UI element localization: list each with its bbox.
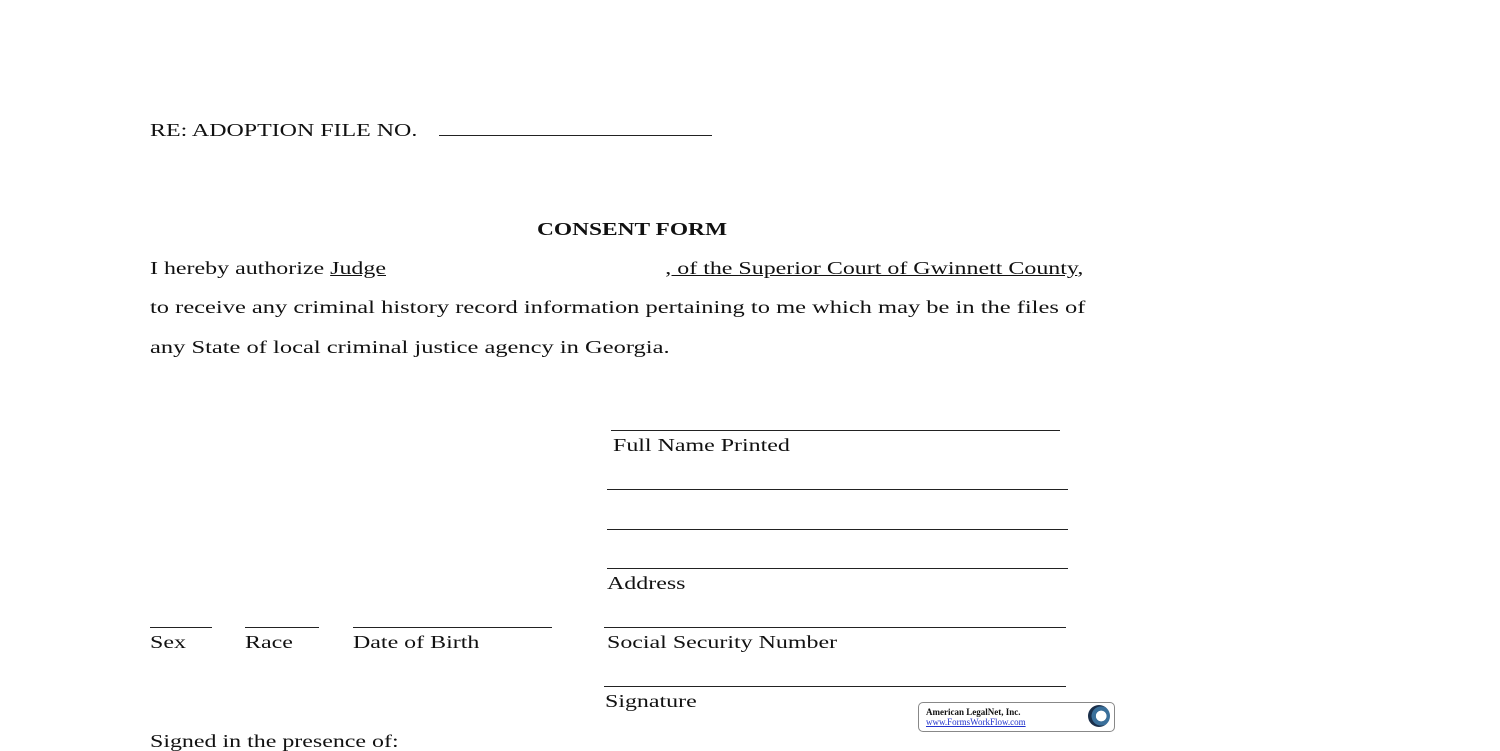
signature-line[interactable]: [604, 686, 1066, 687]
comma: ,: [1077, 258, 1084, 278]
address-line-2[interactable]: [607, 529, 1068, 530]
sex-label: Sex: [150, 632, 186, 652]
form-title: CONSENT FORM: [537, 219, 728, 239]
ssn-label: Social Security Number: [607, 632, 838, 652]
race-line[interactable]: [245, 627, 319, 628]
authorize-line: [150, 258, 1083, 278]
address-line-1[interactable]: [607, 489, 1068, 490]
dob-label: Date of Birth: [353, 632, 480, 652]
dob-line[interactable]: [353, 627, 552, 628]
signed-presence-label: Signed in the presence of:: [150, 731, 399, 751]
body-line-2: to receive any criminal history record information pertaining to me which may be in the files of: [150, 297, 1086, 317]
logo-name: American LegalNet, Inc.: [926, 707, 1021, 717]
court-name: , of the Superior Court of Gwinnett County: [665, 258, 1078, 278]
authorize-prefix: I hereby authorize: [150, 258, 331, 278]
signature-label: Signature: [605, 691, 697, 711]
ssn-line[interactable]: [604, 627, 1066, 628]
american-legalnet-logo[interactable]: [918, 702, 1115, 732]
sex-line[interactable]: [150, 627, 212, 628]
judge-label: Judge: [330, 258, 386, 278]
race-label: Race: [245, 632, 293, 652]
address-label: Address: [607, 573, 686, 593]
full-name-line[interactable]: [611, 430, 1060, 431]
logo-url-link[interactable]: www.FormsWorkFlow.com: [926, 717, 1026, 727]
address-line-3[interactable]: [607, 568, 1068, 569]
file-number-line[interactable]: [439, 135, 712, 136]
file-number-label: RE: ADOPTION FILE NO.: [150, 120, 418, 140]
globe-icon: [1088, 705, 1110, 727]
body-line-3: any State of local criminal justice agency in Georgia.: [150, 337, 670, 357]
full-name-label: Full Name Printed: [613, 435, 790, 455]
